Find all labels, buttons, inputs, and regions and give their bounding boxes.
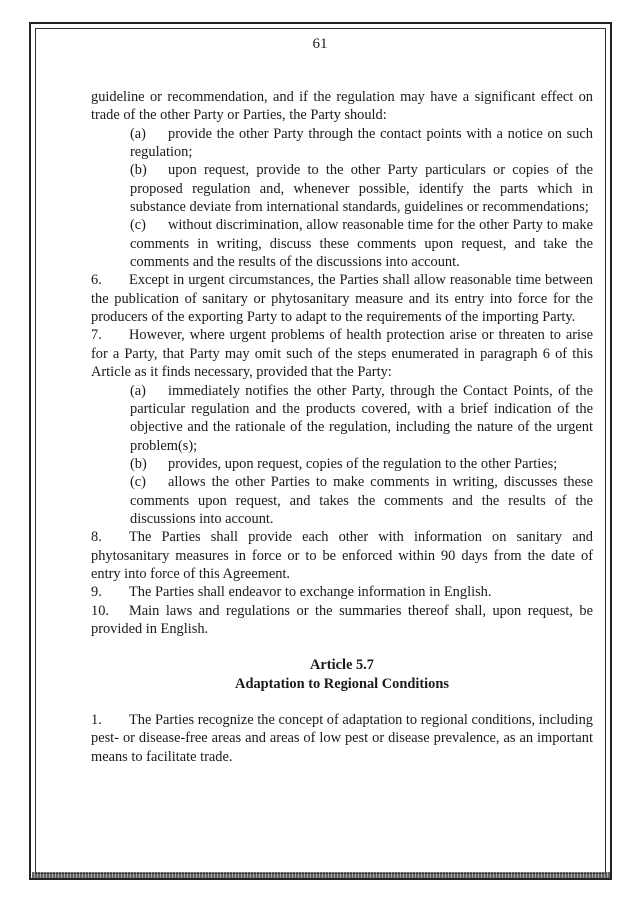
subparagraph-a xyxy=(91,125,593,162)
paragraph-1 xyxy=(91,711,593,766)
paragraph-number: 9. xyxy=(91,584,102,601)
paragraph-continuation: guideline or recommendation, and if the regulation may have a significant effect on trade of the other Party or Parties, the Party should: xyxy=(91,89,593,124)
article-title: Adaptation to Regional Conditions xyxy=(235,675,449,692)
scan-bottom-band xyxy=(32,872,610,878)
subparagraph-7b xyxy=(91,455,593,473)
paragraph-text: The Parties shall endeavor to exchange information in English. xyxy=(129,584,492,601)
subparagraph-text: upon request, provide to the other Party particulars or copies of the proposed regulation and, whenever possible, identify the parts which in substance deviate from international standards, guidelines or recommendations; xyxy=(130,162,593,216)
paragraph-10 xyxy=(91,602,593,639)
paragraph-text: Main laws and regulations or the summaries thereof shall, upon request, be provided in English. xyxy=(91,602,593,637)
article-number: Article 5.7 xyxy=(310,657,374,674)
subparagraph-label: (a) xyxy=(130,382,146,399)
subparagraph-text: provides, upon request, copies of the regulation to the other Parties; xyxy=(168,455,558,472)
document-body xyxy=(91,88,593,766)
subparagraph-7c xyxy=(91,473,593,528)
subparagraph-b xyxy=(91,161,593,216)
subparagraph-text: without discrimination, allow reasonable time for the other Party to make comments in writing, discuss these comments upon request, and take the comments and the results of the discussions into account. xyxy=(130,217,593,271)
page-number: 61 xyxy=(312,36,328,52)
subparagraph-label: (b) xyxy=(130,162,147,179)
subparagraph-text: provide the other Party through the contact points with a notice on such regulation; xyxy=(130,125,593,161)
subparagraph-text: immediately notifies the other Party, through the Contact Points, of the particular regulation and the products covered, with a brief indication of the objective and the rationale of the regulation, including the nature of the urgent problem(s); xyxy=(130,382,593,454)
paragraph-7 xyxy=(91,326,593,381)
paragraph-number: 8. xyxy=(91,529,102,546)
paragraph-text: The Parties shall provide each other with information on sanitary and phytosanitary measures in force or to be enforced within 90 days from the date of entry into force of this Agreement. xyxy=(91,529,593,582)
paragraph-text: However, where urgent problems of health protection arise or threaten to arise for a Party, that Party may omit such of the steps enumerated in paragraph 6 of this Article as it finds necessary, provided that the Party: xyxy=(91,327,593,381)
paragraph-number: 7. xyxy=(91,327,102,344)
paragraph-9 xyxy=(91,583,593,601)
paragraph-number: 10. xyxy=(91,602,109,619)
subparagraph-label: (c) xyxy=(130,474,146,491)
paragraph-number: 6. xyxy=(91,272,102,289)
subparagraph-label: (c) xyxy=(130,217,146,234)
paragraph-number: 1. xyxy=(91,712,102,728)
subparagraph-c xyxy=(91,216,593,271)
subparagraph-7a xyxy=(91,382,593,455)
paragraph-6 xyxy=(91,271,593,326)
subparagraph-label: (b) xyxy=(130,455,147,472)
subparagraph-text: allows the other Parties to make comments in writing, discusses these comments upon request, and takes the comments and the results of the discussions into account. xyxy=(130,474,593,527)
paragraph-8 xyxy=(91,528,593,583)
paragraph-text: The Parties recognize the concept of adaptation to regional conditions, including pest- or disease-free areas and areas of low pest or disease prevalence, as an important means to facilitate trade. xyxy=(91,712,593,765)
subparagraph-label: (a) xyxy=(130,125,146,142)
paragraph-text: Except in urgent circumstances, the Parties shall allow reasonable time between the publication of sanitary or phytosanitary measure and its entry into force for the producers of the exporting Party to adapt to the requirements of the importing Party. xyxy=(91,272,593,326)
